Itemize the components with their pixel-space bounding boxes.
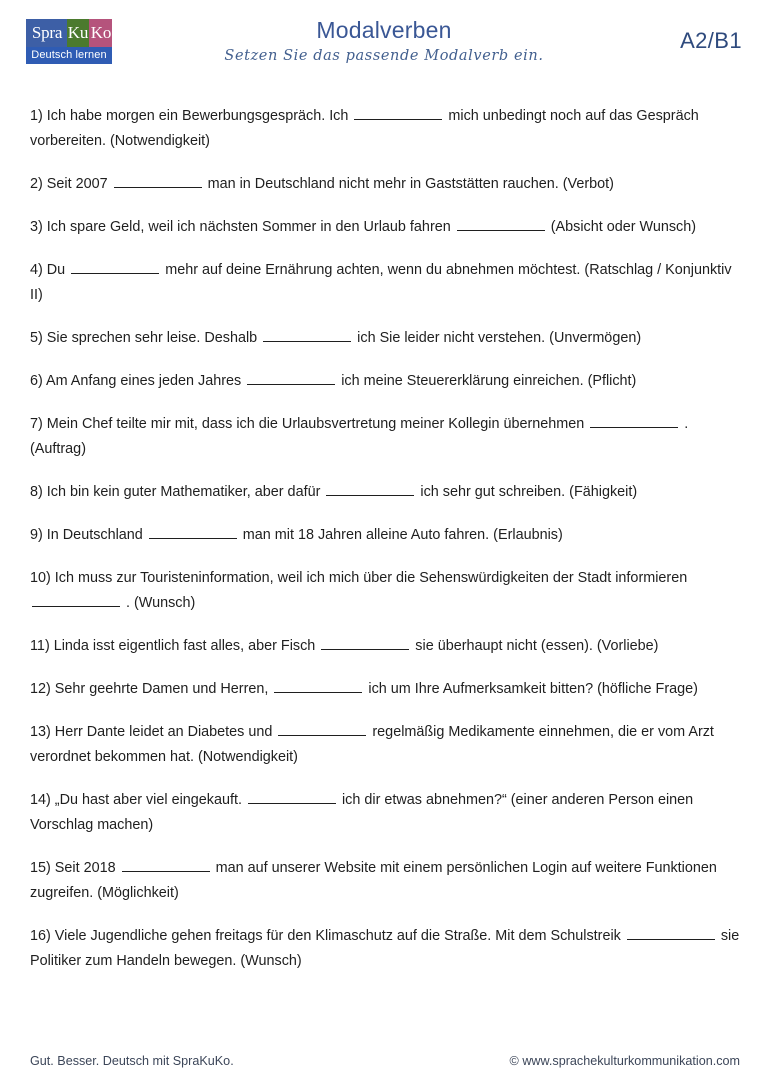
question-text: 6) Am Anfang eines jeden Jahres [30, 373, 246, 389]
answer-blank[interactable] [263, 327, 351, 342]
exercise-question [30, 258, 740, 308]
exercise-question [30, 924, 740, 974]
answer-blank[interactable] [321, 635, 409, 650]
question-text: ich dir etwas abnehmen?“ (einer anderen Person einen Vorschlag machen) [30, 792, 694, 833]
question-text: ich sehr gut schreiben. (Fähigkeit) [416, 484, 638, 500]
question-text: 7) Mein Chef teilte mir mit, dass ich die Urlaubsvertretung meiner Kollegin übernehmen [30, 416, 589, 432]
question-text: 9) In Deutschland [30, 527, 147, 543]
answer-blank[interactable] [354, 105, 442, 120]
question-text: mehr auf deine Ernährung achten, wenn du abnehmen möchtest. (Ratschlag / Konjunktiv II) [30, 262, 732, 303]
exercise-question [30, 720, 740, 770]
answer-blank[interactable] [149, 524, 237, 539]
question-text: (Absicht oder Wunsch) [546, 219, 697, 235]
level-badge: A2/B1 [680, 28, 742, 53]
question-text: 3) Ich spare Geld, weil ich nächsten Sommer in den Urlaub fahren [30, 219, 455, 235]
exercise-question [30, 369, 740, 394]
question-text: man in Deutschland nicht mehr in Gaststätten rauchen. (Verbot) [203, 176, 614, 192]
exercise-question [30, 523, 740, 548]
exercise-question [30, 215, 740, 240]
exercise-list [30, 104, 740, 1034]
title-block [0, 16, 768, 64]
question-text: 4) Du [30, 262, 70, 278]
page-subtitle: Setzen Sie das passende Modalverb ein. [224, 48, 544, 64]
question-text: man auf unserer Website mit einem persönlichen Login auf weitere Funktionen zugreifen. (Möglichkeit) [30, 860, 717, 901]
question-text: . (Auftrag) [30, 416, 689, 457]
logo-block-spra: Spra [26, 19, 67, 47]
answer-blank[interactable] [326, 481, 414, 496]
answer-blank[interactable] [248, 789, 336, 804]
page-footer [30, 1054, 740, 1068]
question-text: mich unbedingt noch auf das Gespräch vorbereiten. (Notwendigkeit) [30, 108, 699, 149]
question-text: . (Wunsch) [122, 595, 196, 611]
footer-copyright: © www.sprachekulturkommunikation.com [509, 1054, 740, 1068]
exercise-question [30, 566, 740, 616]
question-text: 5) Sie sprechen sehr leise. Deshalb [30, 330, 262, 346]
answer-blank[interactable] [32, 592, 120, 607]
logo-block-ku: Ku [67, 19, 89, 47]
question-text: ich meine Steuererklärung einreichen. (Pflicht) [337, 373, 637, 389]
answer-blank[interactable] [457, 216, 545, 231]
answer-blank[interactable] [114, 173, 202, 188]
page-title: Modalverben [316, 17, 452, 43]
question-text: 11) Linda isst eigentlich fast alles, aber Fisch [30, 638, 320, 654]
footer-slogan: Gut. Besser. Deutsch mit SpraKuKo. [30, 1054, 234, 1068]
question-text: 2) Seit 2007 [30, 176, 112, 192]
question-text: 15) Seit 2018 [30, 860, 120, 876]
answer-blank[interactable] [627, 925, 715, 940]
answer-blank[interactable] [247, 370, 335, 385]
question-text: 10) Ich muss zur Touristeninformation, weil ich mich über die Sehenswürdigkeiten der Stadt informieren [30, 570, 688, 586]
answer-blank[interactable] [274, 678, 362, 693]
exercise-question [30, 326, 740, 351]
answer-blank[interactable] [71, 259, 159, 274]
question-text: ich Sie leider nicht verstehen. (Unvermögen) [353, 330, 642, 346]
exercise-question [30, 856, 740, 906]
logo-tagline: Deutsch lernen [26, 47, 112, 64]
question-text: 8) Ich bin kein guter Mathematiker, aber dafür [30, 484, 325, 500]
question-text: sie Politiker zum Handeln bewegen. (Wunsch) [30, 928, 740, 969]
answer-blank[interactable] [122, 857, 210, 872]
question-text: 14) „Du hast aber viel eingekauft. [30, 792, 246, 808]
answer-blank[interactable] [278, 721, 366, 736]
exercise-question [30, 412, 740, 462]
question-text: 16) Viele Jugendliche gehen freitags für den Klimaschutz auf die Straße. Mit dem Schulstreik [30, 928, 625, 944]
exercise-question [30, 677, 740, 702]
question-text: 1) Ich habe morgen ein Bewerbungsgespräch. Ich [30, 108, 353, 124]
exercise-question [30, 104, 740, 154]
answer-blank[interactable] [590, 413, 678, 428]
page-header [0, 0, 768, 92]
question-text: 12) Sehr geehrte Damen und Herren, [30, 681, 273, 697]
question-text: sie überhaupt nicht (essen). (Vorliebe) [411, 638, 659, 654]
question-text: ich um Ihre Aufmerksamkeit bitten? (höfliche Frage) [364, 681, 698, 697]
question-text: man mit 18 Jahren alleine Auto fahren. (Erlaubnis) [238, 527, 563, 543]
logo-block-ko: Ko [89, 19, 112, 47]
question-text: regelmäßig Medikamente einnehmen, die er vom Arzt verordnet bekommen hat. (Notwendigkeit) [30, 724, 714, 765]
exercise-question [30, 788, 740, 838]
exercise-question [30, 634, 740, 659]
exercise-question [30, 480, 740, 505]
exercise-question [30, 172, 740, 197]
question-text: 13) Herr Dante leidet an Diabetes und [30, 724, 277, 740]
